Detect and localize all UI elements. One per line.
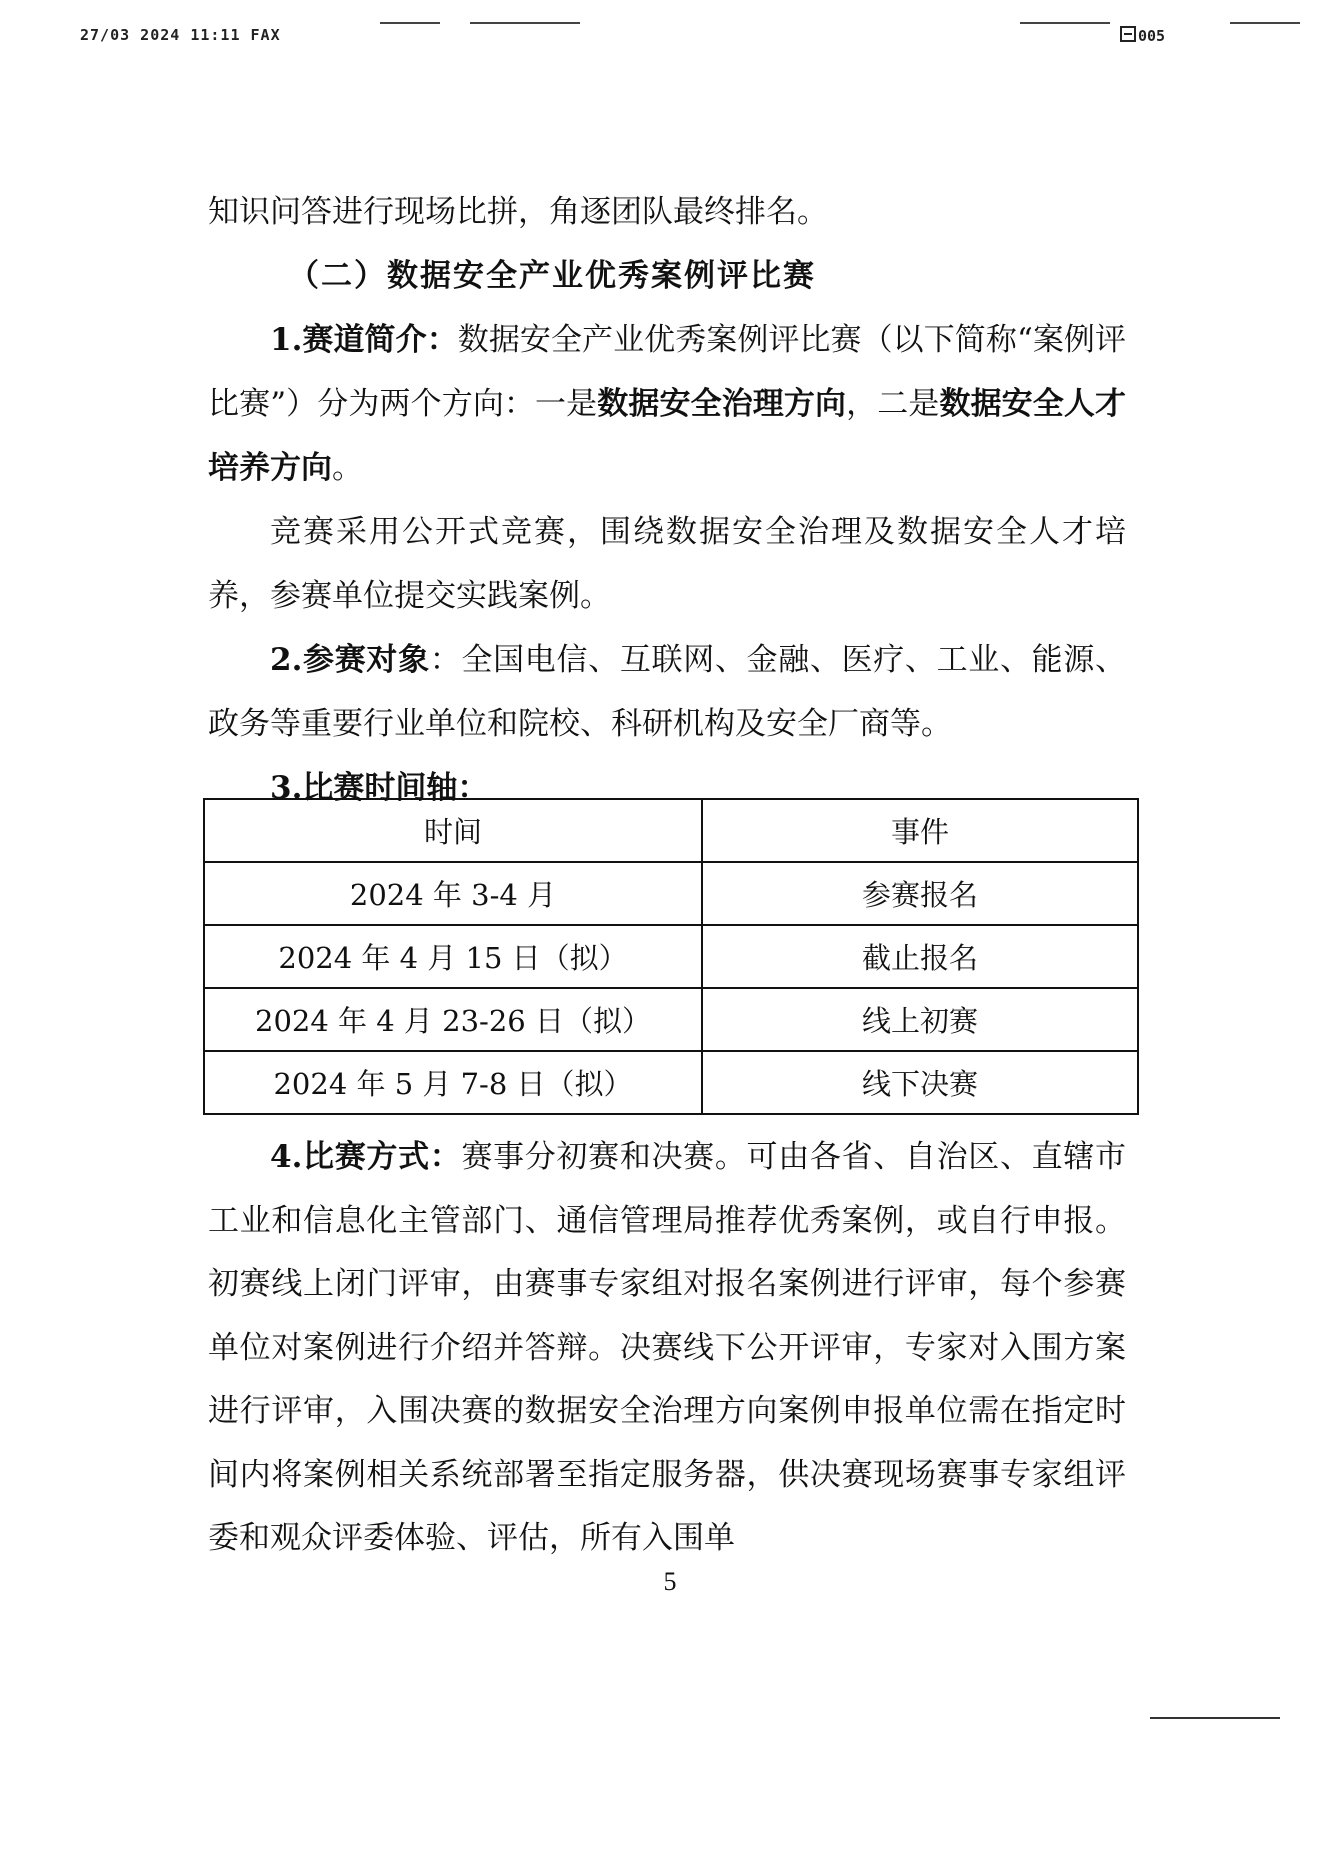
fax-page-code: [1120, 26, 1165, 45]
table-header-row: [204, 799, 1138, 862]
label-timeline: 3.比赛时间轴：: [270, 770, 489, 806]
bold-direction-talent: 数据安全人才培养方向: [208, 386, 1127, 486]
paragraph-competition-format: 竞赛采用公开式竞赛，围绕数据安全治理及数据安全人才培养，参赛单位提交实践案例。: [208, 514, 1126, 614]
table-row: [204, 862, 1138, 925]
fax-box-icon: [1120, 26, 1136, 42]
document-body-top: [208, 180, 1126, 820]
table-row: [204, 988, 1138, 1051]
text-competition-method: 赛事分初赛和决赛。可由各省、自治区、直辖市工业和信息化主管部门、通信管理局推荐优秀案例，或自行申报。初赛线上闭门评审，由赛事专家组对报名案例进行评审，每个参赛单位对案例进行介绍并答辩。决赛线下公开评审，专家对入围方案进行评审，入围决赛的数据安全治理方向案例申报单位需在指定时间内将案例相关系统部署至指定服务器，供决赛现场赛事专家组评委和观众评委体验、评估，所有入围单: [208, 1139, 1126, 1556]
cell-time: 2024 年 3-4 月: [204, 862, 702, 925]
text-track-intro-a: 数据安全产业优秀案例评比赛（以下简称“案例评比赛”）分为两个方向：一是: [208, 322, 1126, 422]
paragraph-continuation: 知识问答进行现场比拼，角逐团队最终排名。: [208, 194, 828, 230]
paragraph-track-intro: [208, 308, 1126, 500]
scan-edge-line: [1150, 1717, 1280, 1719]
timeline-table: [203, 798, 1139, 1115]
cell-event: 参赛报名: [702, 862, 1138, 925]
scan-noise: [1230, 22, 1300, 24]
header-time: 时间: [204, 799, 702, 862]
scan-noise: [1020, 22, 1110, 24]
bold-direction-governance: 数据安全治理方向: [597, 386, 847, 422]
label-participants: 2.参赛对象: [270, 642, 430, 678]
table-row: [204, 925, 1138, 988]
table-row: [204, 1051, 1138, 1114]
text-track-intro-b: ，二是: [846, 386, 940, 422]
header-event: 事件: [702, 799, 1138, 862]
fax-header-timestamp: 27/03 2024 11:11 FAX: [80, 26, 281, 44]
label-competition-method: 4.比赛方式：: [270, 1139, 462, 1175]
scan-noise: [470, 22, 580, 24]
scan-noise: [380, 22, 440, 24]
document-body-bottom: [208, 1126, 1126, 1571]
cell-time: 2024 年 4 月 15 日（拟）: [204, 925, 702, 988]
cell-event: 截止报名: [702, 925, 1138, 988]
cell-event: 线下决赛: [702, 1051, 1138, 1114]
text-track-intro-c: 。: [332, 450, 363, 486]
cell-time: 2024 年 4 月 23-26 日（拟）: [204, 988, 702, 1051]
text-participants: ：全国电信、互联网、金融、医疗、工业、能源、政务等重要行业单位和院校、科研机构及安全厂商等。: [208, 642, 1126, 742]
section-heading: （二）数据安全产业优秀案例评比赛: [288, 258, 816, 294]
paragraph-competition-method: [208, 1126, 1126, 1571]
cell-time: 2024 年 5 月 7-8 日（拟）: [204, 1051, 702, 1114]
label-track-intro: 1.赛道简介：: [270, 322, 458, 358]
page-number: 5: [663, 1567, 677, 1596]
paragraph-participants: [208, 628, 1126, 756]
cell-event: 线上初赛: [702, 988, 1138, 1051]
fax-page-number: 005: [1138, 27, 1166, 45]
